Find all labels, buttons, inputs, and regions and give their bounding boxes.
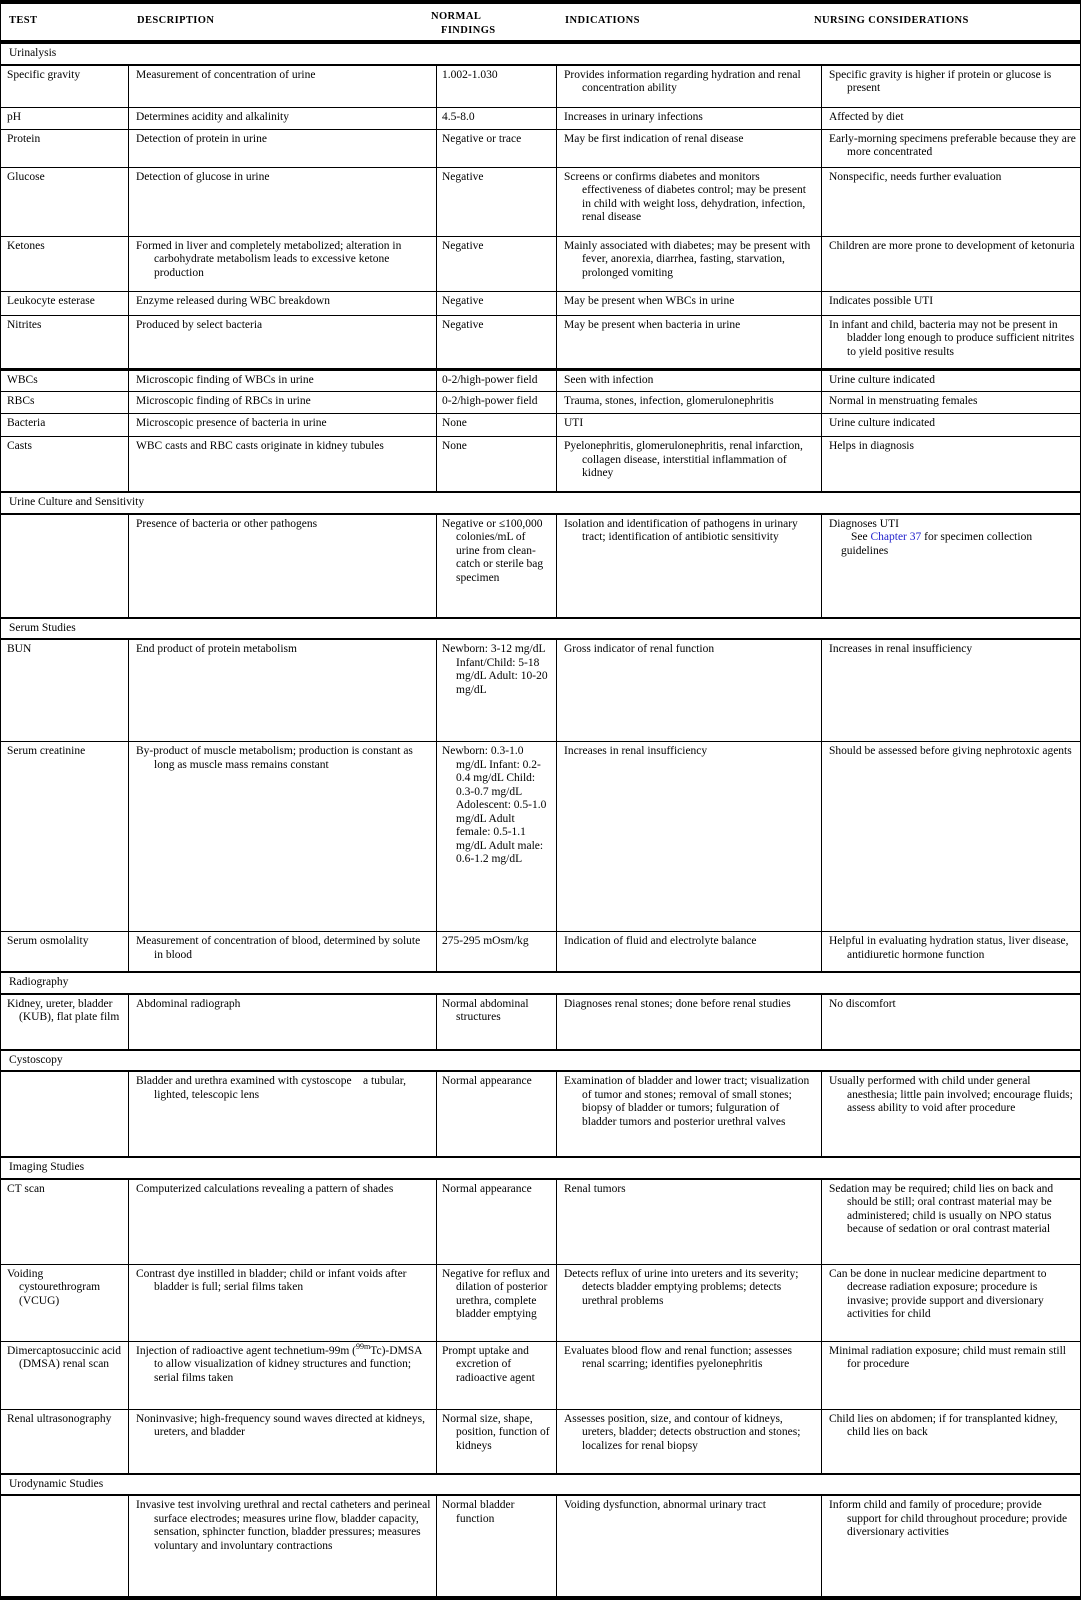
cell-description <box>129 316 437 368</box>
cell-indications <box>557 640 822 741</box>
cell-normal <box>437 742 557 931</box>
normal-text: Negative or ≤100,000 colonies/mL of urine from clean-catch or sterile bag specimen <box>442 517 544 584</box>
description-text: Microscopic presence of bacteria in urine <box>136 417 327 429</box>
cell-description <box>129 1410 437 1473</box>
cell-description <box>129 742 437 931</box>
table-row <box>1 1180 1080 1265</box>
normal-text: Negative <box>442 239 484 252</box>
section-title: Radiography <box>9 976 69 988</box>
cell-indications <box>557 1265 822 1341</box>
cell-test <box>1 742 129 931</box>
section-row-radiography <box>1 972 1080 995</box>
normal-text: Prompt uptake and excretion of radioactive agent <box>442 1344 535 1384</box>
cell-indications <box>557 515 822 617</box>
nursing-text: Inform child and family of procedure; provide support for child throughout procedure; provide diversionary activities <box>829 1499 1068 1538</box>
nursing-text: No discomfort <box>829 997 896 1010</box>
description-text: Formed in liver and completely metabolized; alteration in carbohydrate metabolism leads to excessive ketone production <box>136 239 402 279</box>
nursing-text: Increases in renal insufficiency <box>829 643 973 655</box>
cell-indications <box>557 1072 822 1156</box>
normal-text: 0-2/high-power field <box>442 373 538 386</box>
text-segment: Tc)-DMSA to allow visualization of kidney structures and function; serial films taken <box>154 1344 422 1384</box>
test-text: RBCs <box>7 395 35 407</box>
cell-normal <box>437 108 557 129</box>
normal-text: 0-2/high-power field <box>442 395 538 407</box>
description-text: End product of protein metabolism <box>136 643 297 655</box>
table-row <box>1 1265 1080 1342</box>
cell-indications <box>557 414 822 436</box>
cell-test <box>1 414 129 436</box>
test-text: pH <box>7 110 22 123</box>
description-text: Presence of bacteria or other pathogens <box>136 517 318 530</box>
test-text: Protein <box>7 132 41 145</box>
description-text: Enzyme released during WBC breakdown <box>136 294 330 307</box>
nursing-text: Can be done in nuclear medicine department to decrease radiation exposure; procedure is invasive; provide support and diversionary activities for child <box>829 1267 1047 1320</box>
description-text: Measurement of concentration of urine <box>136 68 316 81</box>
indications-text: Examination of bladder and lower tract; visualization of tumor and stones; removal of small stones; biopsy of bladder or tumors; fulguration of bladder tumors and posterior urethral valves <box>564 1075 810 1128</box>
nursing-text: Early-morning specimens preferable because they are more concentrated <box>829 132 1076 158</box>
description-text: By-product of muscle metabolism; production is constant as long as muscle mass remains constant <box>136 745 413 771</box>
normal-text: Newborn: 3-12 mg/dL Infant/Child: 5-18 mg/dL Adult: 10-20 mg/dL <box>442 643 548 696</box>
nursing-text: Specific gravity is higher if protein or glucose is present <box>829 68 1052 94</box>
nursing-text: Minimal radiation exposure; child must remain still for procedure <box>829 1344 1066 1370</box>
indications-text: Indication of fluid and electrolyte balance <box>564 935 757 947</box>
cell-test <box>1 130 129 167</box>
cell-test <box>1 66 129 107</box>
cell-normal <box>437 130 557 167</box>
indications-text: Gross indicator of renal function <box>564 643 715 655</box>
cell-normal <box>437 392 557 413</box>
description-text: Contrast dye instilled in bladder; child or infant voids after bladder is full; serial films taken <box>136 1267 407 1293</box>
cell-nursing <box>822 1180 1081 1264</box>
normal-text: Newborn: 0.3-1.0 mg/dL Infant: 0.2-0.4 mg/dL Child: 0.3-0.7 mg/dL Adolescent: 0.5-1.0 mg/dL Adult female: 0.5-1.1 mg/dL Adult male: 0.6-1.2 mg/dL <box>442 745 547 865</box>
nursing-text: Usually performed with child under general anesthesia; little pain involved; encourage fluids; assess ability to void after procedure <box>829 1075 1073 1114</box>
cell-test <box>1 995 129 1049</box>
description-text: Detection of protein in urine <box>136 132 267 145</box>
cell-test <box>1 515 129 617</box>
cell-description <box>129 292 437 315</box>
table-row <box>1 237 1080 292</box>
cell-indications <box>557 371 822 392</box>
cell-nursing <box>822 995 1081 1049</box>
table-row <box>1 1496 1080 1600</box>
cell-nursing <box>822 640 1081 741</box>
cell-nursing <box>822 1072 1081 1156</box>
normal-text: Normal bladder function <box>442 1499 515 1525</box>
normal-text: Negative for reflux and dilation of posterior urethra, complete bladder emptying <box>442 1267 550 1320</box>
cell-test <box>1 1410 129 1473</box>
normal-text: Negative or trace <box>442 132 522 145</box>
section-row-urinalysis <box>1 43 1080 66</box>
column-header-nursing-considerations: NURSING CONSIDERATIONS <box>814 15 969 26</box>
cell-normal <box>437 66 557 107</box>
nursing-text: Helps in diagnosis <box>829 440 914 452</box>
text-segment: See <box>851 531 871 543</box>
cell-test <box>1 1072 129 1156</box>
cell-indications <box>557 742 822 931</box>
test-text: Nitrites <box>7 318 42 331</box>
test-text: Renal ultrasonography <box>7 1412 112 1425</box>
table-row <box>1 640 1080 742</box>
table-row <box>1 1342 1080 1410</box>
table-row <box>1 932 1080 972</box>
test-text: Specific gravity <box>7 68 81 81</box>
cell-test <box>1 1180 129 1264</box>
cell-normal <box>437 371 557 392</box>
description-text: Produced by select bacteria <box>136 318 263 331</box>
cell-nursing <box>822 1265 1081 1341</box>
indications-text: Detects reflux of urine into ureters and its severity; detects bladder emptying problems; detects urethral problems <box>564 1267 799 1307</box>
nursing-text <box>829 518 1077 532</box>
description-text: Abdominal radiograph <box>136 997 241 1010</box>
cell-normal <box>437 414 557 436</box>
nursing-text: Affected by diet <box>829 110 904 123</box>
normal-text: Negative <box>442 318 484 331</box>
cell-test <box>1 640 129 741</box>
cell-normal <box>437 292 557 315</box>
section-row-serum-studies <box>1 618 1080 641</box>
cell-nursing <box>822 414 1081 436</box>
cell-indications <box>557 237 822 291</box>
indications-text: UTI <box>564 417 584 429</box>
indications-text: Trauma, stones, infection, glomerulonephritis <box>564 395 774 407</box>
cell-test <box>1 1265 129 1341</box>
chapter-37-link[interactable]: Chapter 37 <box>870 531 922 543</box>
description-text: Microscopic finding of RBCs in urine <box>136 395 311 407</box>
cell-test <box>1 371 129 392</box>
cell-nursing <box>822 108 1081 129</box>
cell-normal <box>437 1180 557 1264</box>
description-text <box>136 1341 431 1386</box>
table-row <box>1 369 1080 393</box>
normal-text: Normal abdominal structures <box>442 997 529 1023</box>
test-text: Serum osmolality <box>7 935 89 947</box>
cell-nursing <box>822 392 1081 413</box>
cell-description <box>129 66 437 107</box>
nursing-text: Nonspecific, needs further evaluation <box>829 170 1002 183</box>
test-text: Ketones <box>7 239 45 252</box>
normal-text: Normal appearance <box>442 1075 532 1087</box>
cell-indications <box>557 1496 822 1600</box>
cell-description <box>129 1265 437 1341</box>
cell-normal <box>437 1265 557 1341</box>
test-text: BUN <box>7 643 32 655</box>
table-body <box>1 43 1080 1600</box>
cell-indications <box>557 1180 822 1264</box>
cell-description <box>129 1342 437 1409</box>
nursing-text: Urine culture indicated <box>829 373 936 386</box>
cell-test <box>1 932 129 971</box>
section-title: Urine Culture and Sensitivity <box>9 496 145 508</box>
cell-description <box>129 108 437 129</box>
text-segment: Diagnoses UTI <box>829 517 899 530</box>
cell-normal <box>437 1410 557 1473</box>
indications-text: Diagnoses renal stones; done before renal studies <box>564 997 791 1010</box>
nursing-text: Child lies on abdomen; if for transplanted kidney, child lies on back <box>829 1412 1058 1438</box>
cell-normal <box>437 995 557 1049</box>
cell-indications <box>557 392 822 413</box>
cell-indications <box>557 1342 822 1409</box>
normal-text: 1.002-1.030 <box>442 68 498 81</box>
cell-nursing <box>822 292 1081 315</box>
description-text: WBC casts and RBC casts originate in kidney tubules <box>136 440 384 452</box>
cell-normal <box>437 1342 557 1409</box>
nursing-text: Normal in menstruating females <box>829 395 978 407</box>
cell-description <box>129 437 437 491</box>
cell-description <box>129 237 437 291</box>
cell-normal <box>437 515 557 617</box>
text-segment: Injection of radioactive agent technetium-99m ( <box>136 1344 357 1357</box>
cell-test <box>1 108 129 129</box>
cell-nursing <box>822 1342 1081 1409</box>
cell-nursing <box>822 316 1081 368</box>
cell-normal <box>437 1072 557 1156</box>
cell-indications <box>557 316 822 368</box>
table-row <box>1 392 1080 414</box>
section-title: Cystoscopy <box>9 1053 63 1066</box>
indications-text: Assesses position, size, and contour of kidneys, ureters, bladder; detects obstruction and stones; localizes for renal biopsy <box>564 1412 801 1452</box>
cell-description <box>129 130 437 167</box>
test-text: CT scan <box>7 1182 45 1195</box>
normal-text: 275-295 mOsm/kg <box>442 935 529 947</box>
superscript-text: 99m <box>356 1341 371 1351</box>
cell-test <box>1 1342 129 1409</box>
cell-indications <box>557 130 822 167</box>
normal-text: Normal appearance <box>442 1182 532 1195</box>
cell-nursing <box>822 66 1081 107</box>
column-header-description: DESCRIPTION <box>137 15 215 26</box>
cell-indications <box>557 168 822 236</box>
test-text: Serum creatinine <box>7 745 86 757</box>
cell-normal <box>437 316 557 368</box>
indications-text: Pyelonephritis, glomerulonephritis, renal infarction, collagen disease, interstitial inflammation of kidney <box>564 440 803 479</box>
indications-text: Increases in urinary infections <box>564 110 703 123</box>
cell-description <box>129 515 437 617</box>
cell-nursing <box>822 932 1081 971</box>
cell-nursing <box>822 1410 1081 1473</box>
test-text: Kidney, ureter, bladder (KUB), flat plate film <box>7 997 120 1023</box>
cell-indications <box>557 1410 822 1473</box>
test-text: WBCs <box>7 373 38 386</box>
table-row <box>1 1072 1080 1157</box>
test-text: Dimercaptosuccinic acid (DMSA) renal scan <box>7 1344 121 1370</box>
cell-nursing <box>822 437 1081 491</box>
indications-text: Provides information regarding hydration and renal concentration ability <box>564 68 801 94</box>
cell-nursing <box>822 515 1081 617</box>
table-row <box>1 742 1080 932</box>
table-row <box>1 130 1080 168</box>
table-row <box>1 108 1080 130</box>
cell-description <box>129 414 437 436</box>
section-row-imaging-studies <box>1 1157 1080 1180</box>
indications-text: May be first indication of renal disease <box>564 132 744 145</box>
table-row <box>1 292 1080 316</box>
cell-normal <box>437 237 557 291</box>
cell-test <box>1 1496 129 1600</box>
description-text: Computerized calculations revealing a pattern of shades <box>136 1182 394 1195</box>
cell-nursing <box>822 742 1081 931</box>
table-row <box>1 1410 1080 1474</box>
test-text: Casts <box>7 440 32 452</box>
table-row <box>1 168 1080 237</box>
indications-text: Voiding dysfunction, abnormal urinary tract <box>564 1499 766 1511</box>
nursing-text: Children are more prone to development of ketonuria <box>829 239 1075 252</box>
cell-description <box>129 932 437 971</box>
cell-test <box>1 292 129 315</box>
nursing-text: In infant and child, bacteria may not be present in bladder long enough to produce sufficient nitrites to yield positive results <box>829 318 1075 358</box>
table-header-row <box>1 4 1080 43</box>
normal-text: Negative <box>442 294 484 307</box>
cell-normal <box>437 932 557 971</box>
cell-description <box>129 1072 437 1156</box>
cell-description <box>129 640 437 741</box>
description-text: Invasive test involving urethral and rectal catheters and perineal surface electrodes; measures urine flow, bladder capacity, sensation, sphincter function, bladder pressures; measures voluntary and involuntary contractions <box>136 1499 431 1552</box>
cell-indications <box>557 932 822 971</box>
cell-test <box>1 392 129 413</box>
nursing-text: Helpful in evaluating hydration status, liver disease, antidiuretic hormone function <box>829 935 1069 961</box>
cell-normal <box>437 640 557 741</box>
section-title: Urinalysis <box>9 47 57 59</box>
cell-test <box>1 168 129 236</box>
nursing-text: Urine culture indicated <box>829 417 936 429</box>
cell-nursing <box>822 371 1081 392</box>
cell-test <box>1 437 129 491</box>
section-title: Urodynamic Studies <box>9 1477 104 1490</box>
cell-description <box>129 392 437 413</box>
table-row <box>1 437 1080 492</box>
indications-text: Mainly associated with diabetes; may be present with fever, anorexia, diarrhea, fasting, starvation, prolonged vomiting <box>564 239 811 279</box>
cell-description <box>129 995 437 1049</box>
nursing-text: Indicates possible UTI <box>829 294 934 307</box>
table-row <box>1 995 1080 1050</box>
section-title: Serum Studies <box>9 621 76 634</box>
cell-description <box>129 1180 437 1264</box>
description-text: Noninvasive; high-frequency sound waves directed at kidneys, ureters, and bladder <box>136 1412 426 1438</box>
indications-text: Screens or confirms diabetes and monitors effectiveness of diabetes control; may be present in child with weight loss, dehydration, infection, renal disease <box>564 170 806 223</box>
cell-description <box>129 1496 437 1600</box>
cell-description <box>129 371 437 392</box>
table-row <box>1 316 1080 369</box>
test-text: Voiding cystourethrogram (VCUG) <box>7 1267 101 1307</box>
cell-nursing <box>822 168 1081 236</box>
cell-test <box>1 316 129 368</box>
nursing-text: Sedation may be required; child lies on back and should be still; oral contrast material may be administered; child is usually on NPO status because of sedation or oral contrast material <box>829 1182 1054 1235</box>
cell-indications <box>557 292 822 315</box>
normal-text: None <box>442 440 467 452</box>
description-text: Microscopic finding of WBCs in urine <box>136 373 314 386</box>
test-text: Leukocyte esterase <box>7 294 95 307</box>
table-row <box>1 66 1080 108</box>
cell-test <box>1 237 129 291</box>
description-text: Detection of glucose in urine <box>136 170 270 183</box>
section-row-urodynamic-studies <box>1 1474 1080 1497</box>
cell-indications <box>557 108 822 129</box>
normal-text: None <box>442 417 467 429</box>
cell-normal <box>437 1496 557 1600</box>
indications-text: Renal tumors <box>564 1182 626 1195</box>
text-segment: for specimen collection guidelines <box>841 531 1033 557</box>
cell-indications <box>557 995 822 1049</box>
indications-text: May be present when bacteria in urine <box>564 318 741 331</box>
cell-normal <box>437 168 557 236</box>
indications-text: Isolation and identification of pathogens in urinary tract; identification of antibiotic sensitivity <box>564 517 798 543</box>
section-title: Imaging Studies <box>9 1161 85 1173</box>
table-row <box>1 515 1080 618</box>
column-header-normal-findings: NORMAL FINDINGS <box>431 11 496 36</box>
cell-indications <box>557 437 822 491</box>
normal-text: Negative <box>442 170 484 183</box>
nursing-text <box>841 531 1077 558</box>
indications-text: Increases in renal insufficiency <box>564 745 708 757</box>
normal-text: Normal size, shape, position, function of kidneys <box>442 1412 550 1452</box>
description-text: Determines acidity and alkalinity <box>136 110 289 123</box>
section-row-cystoscopy <box>1 1050 1080 1073</box>
cell-nursing <box>822 130 1081 167</box>
cell-nursing <box>822 237 1081 291</box>
indications-text: May be present when WBCs in urine <box>564 294 735 307</box>
test-text: Bacteria <box>7 417 46 429</box>
column-header-indications: INDICATIONS <box>565 15 640 26</box>
cell-description <box>129 168 437 236</box>
description-text: Measurement of concentration of blood, determined by solute in blood <box>136 935 421 961</box>
indications-text: Seen with infection <box>564 373 654 386</box>
section-row-urine-culture-and-sensitivity <box>1 492 1080 515</box>
column-header-test: TEST <box>9 15 38 26</box>
nursing-text: Should be assessed before giving nephrotoxic agents <box>829 745 1072 757</box>
cell-nursing <box>822 1496 1081 1600</box>
cell-indications <box>557 66 822 107</box>
test-text: Glucose <box>7 170 45 183</box>
normal-text: 4.5-8.0 <box>442 110 475 123</box>
description-text: Bladder and urethra examined with cystoscope a tubular, lighted, telescopic lens <box>136 1075 407 1101</box>
table-row <box>1 414 1080 437</box>
indications-text: Evaluates blood flow and renal function; assesses renal scarring; identifies pyelonephritis <box>564 1344 793 1370</box>
cell-normal <box>437 437 557 491</box>
